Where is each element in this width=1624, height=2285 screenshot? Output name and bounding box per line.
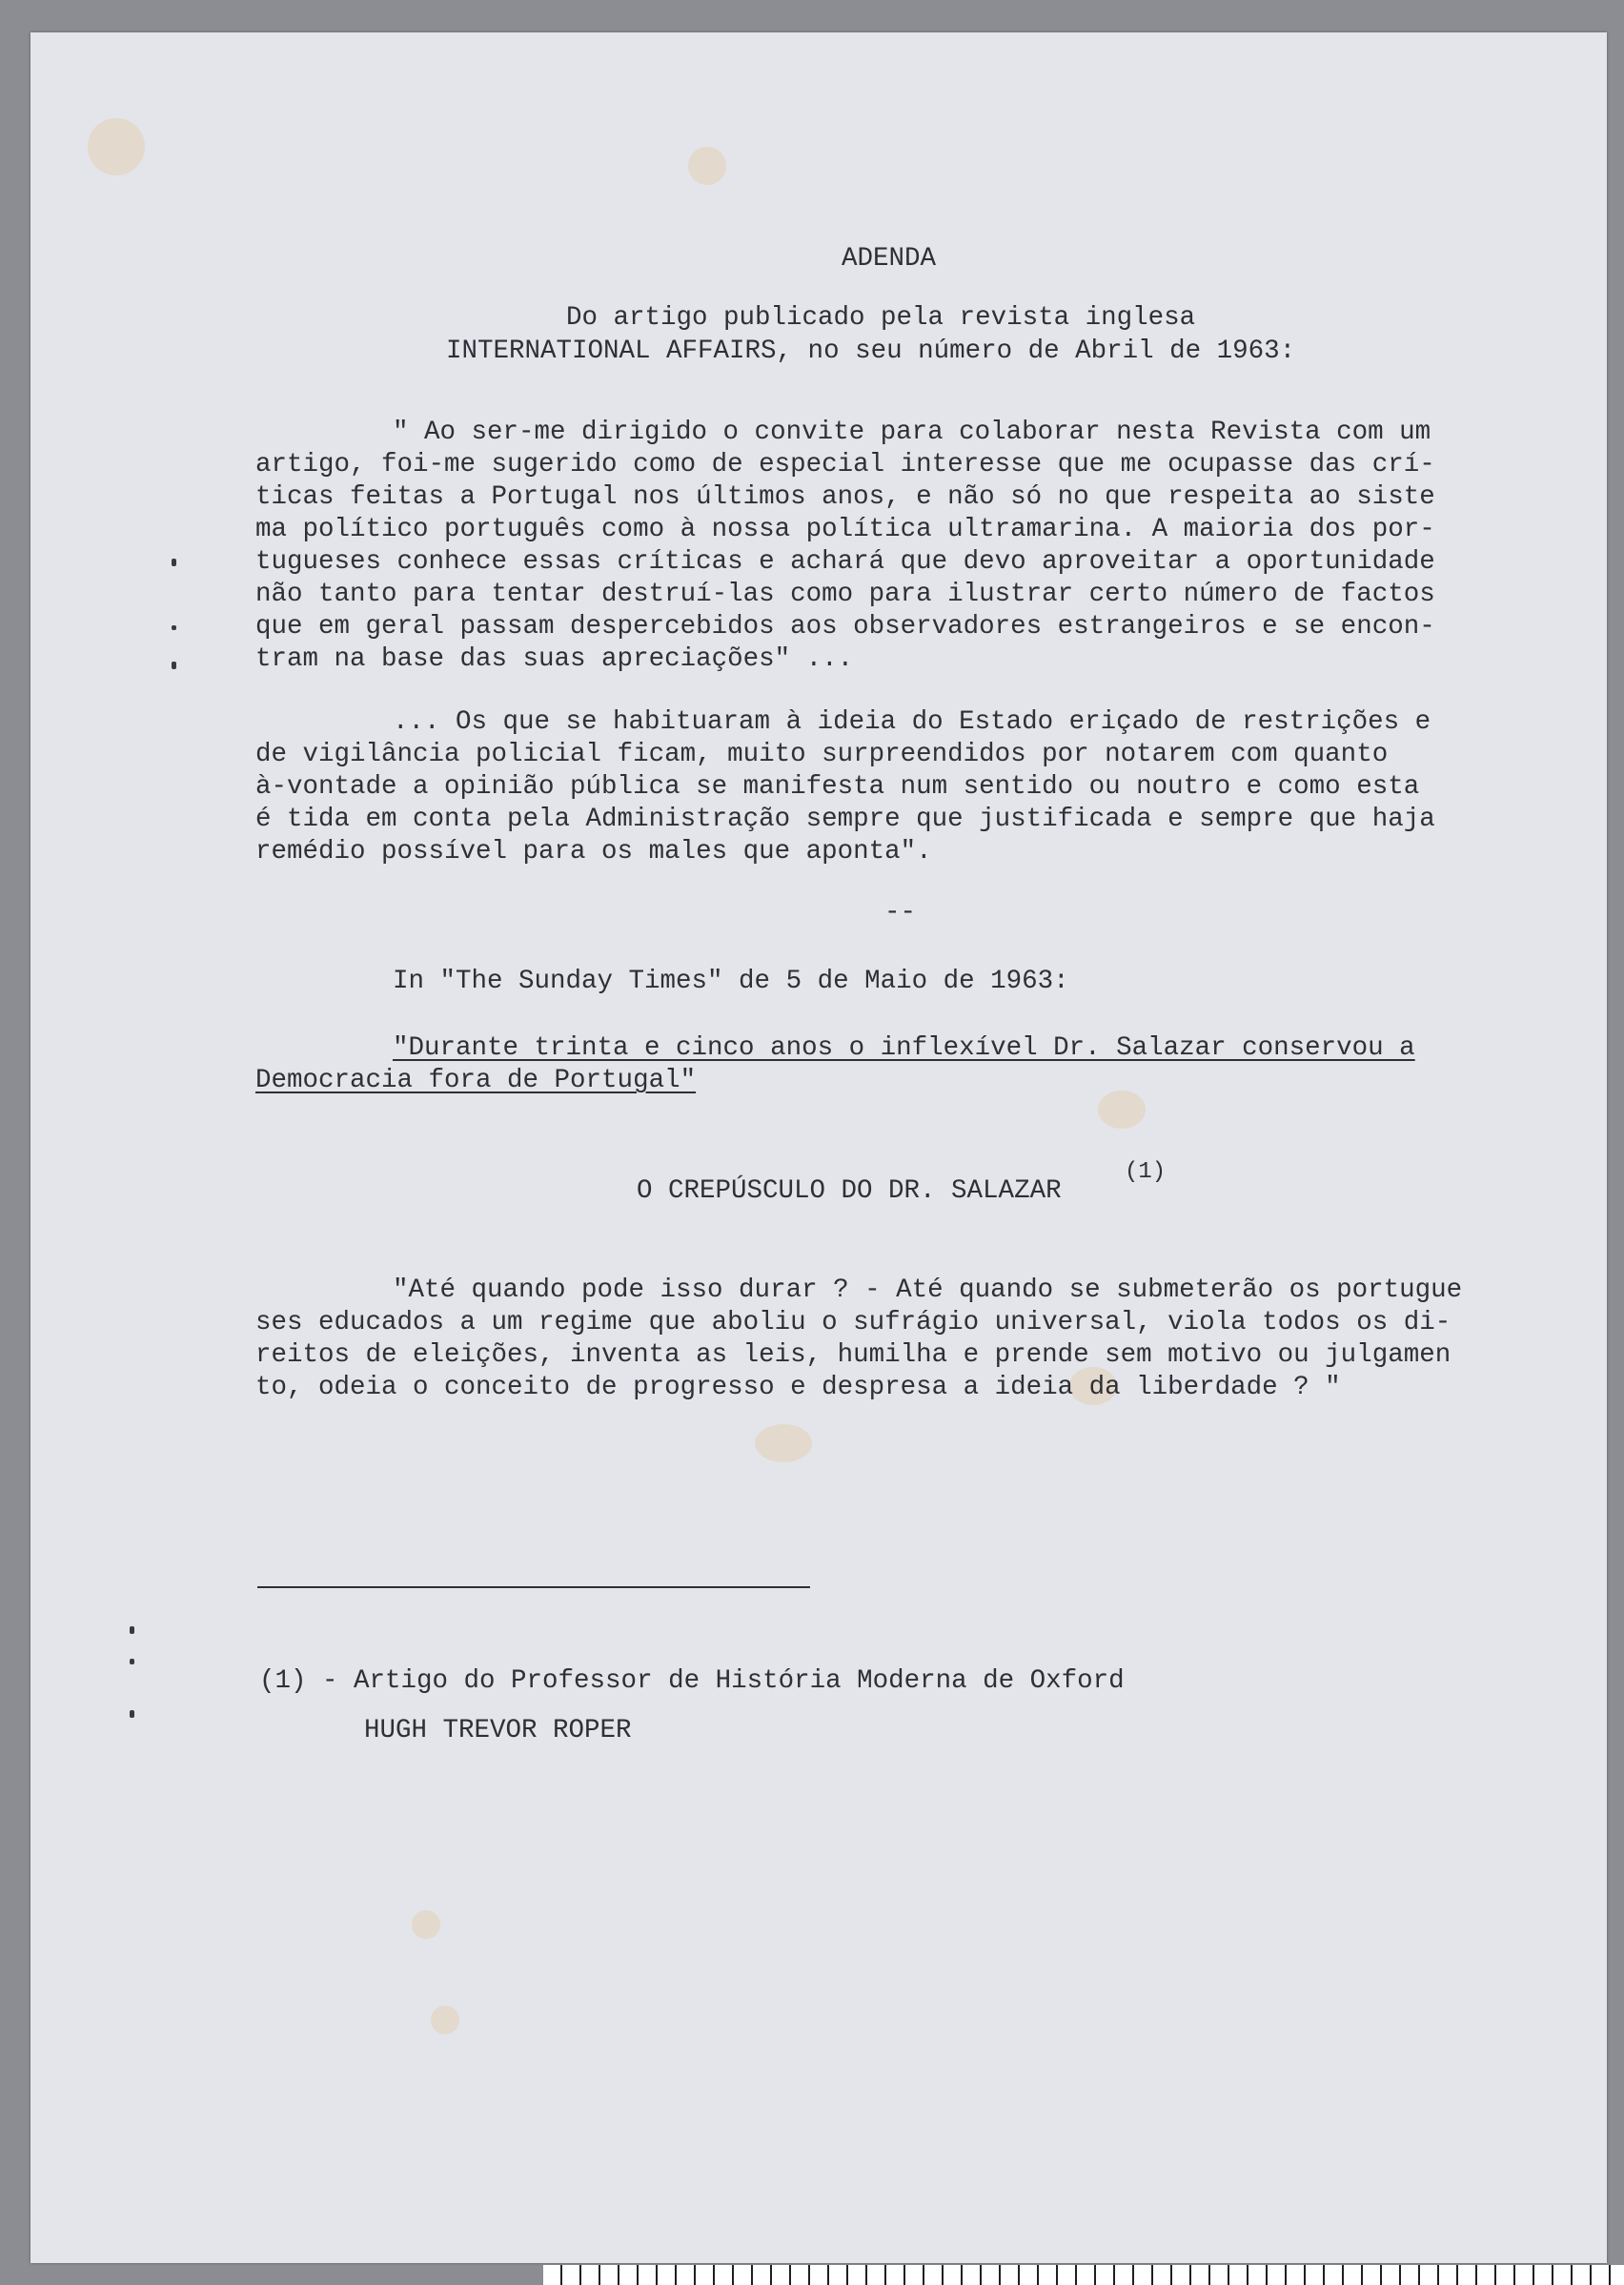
footnote-line: (1) - Artigo do Professor de História Moderna de Oxford [259,1666,1125,1696]
margin-mark [130,1710,134,1718]
typed-page [30,32,1607,2263]
margin-mark [172,625,176,630]
footnote-rule [257,1586,810,1588]
intro-line: INTERNATIONAL AFFAIRS, no seu número de Abril de 1963: [446,337,1296,366]
quote2-line: à-vontade a opinião pública se manifesta num sentido ou noutro e como esta [255,772,1420,802]
headline-line: "Durante trinta e cinco anos o inflexível Dr. Salazar conservou a [393,1033,1415,1063]
quote1-line: ticas feitas a Portugal nos últimos anos, e não só no que respeita ao siste [255,482,1435,512]
margin-mark [130,1659,134,1664]
sunday-times-intro: In "The Sunday Times" de 5 de Maio de 1963: [393,967,1069,996]
quote1-line: não tanto para tentar destruí-las como para ilustrar certo número de factos [255,580,1435,609]
quote2-line: ... Os que se habituaram à ideia do Estado eriçado de restrições e [393,707,1431,737]
stain [412,1910,440,1939]
quote1-line: " Ao ser-me dirigido o convite para colaborar nesta Revista com um [393,418,1431,447]
quote3-line: "Até quando pode isso durar ? - Até quando se submeterão os portugue [393,1275,1463,1305]
quote2-line: é tida em conta pela Administração sempre que justificada e sempre que haja [255,805,1435,834]
document-title: ADENDA [842,244,937,274]
intro-line: Do artigo publicado pela revista inglesa [566,303,1196,333]
stain [1098,1091,1146,1129]
article-title: O CREPÚSCULO DO DR. SALAZAR [637,1176,1062,1206]
quote3-line: ses educados a um regime que aboliu o sufrágio universal, viola todos os di- [255,1308,1451,1337]
quote1-line: ma político português como à nossa política ultramarina. A maioria dos por- [255,515,1435,544]
quote1-line: tugueses conhece essas críticas e achará que devo aproveitar a oportunidade [255,547,1435,577]
quote1-line: tram na base das suas apreciações" ... [255,644,854,674]
stain [88,118,145,175]
stain [688,147,726,185]
quote1-line: que em geral passam despercebidos aos observadores estrangeiros e se encon- [255,612,1435,642]
headline-line: Democracia fora de Portugal" [255,1066,697,1095]
margin-mark [172,662,176,669]
quote1-line: artigo, foi-me sugerido como de especial interesse que me ocupasse das crí- [255,450,1435,479]
stain [431,2006,459,2034]
quote3-line: reitos de eleições, inventa as leis, humilha e prende sem motivo ou julgamen [255,1340,1451,1370]
quote2-line: remédio possível para os males que aponta". [255,837,932,867]
quote2-line: de vigilância policial ficam, muito surpreendidos por notarem com quanto [255,740,1389,769]
footnote-marker: (1) [1125,1159,1167,1185]
separator: -- [884,898,917,928]
footnote-author: HUGH TREVOR ROPER [364,1716,632,1745]
stain [755,1424,812,1462]
margin-mark [172,559,176,566]
scale-ruler [543,2265,1624,2285]
quote3-line: to, odeia o conceito de progresso e despresa a ideia da liberdade ? " [255,1373,1341,1402]
margin-mark [130,1626,134,1634]
